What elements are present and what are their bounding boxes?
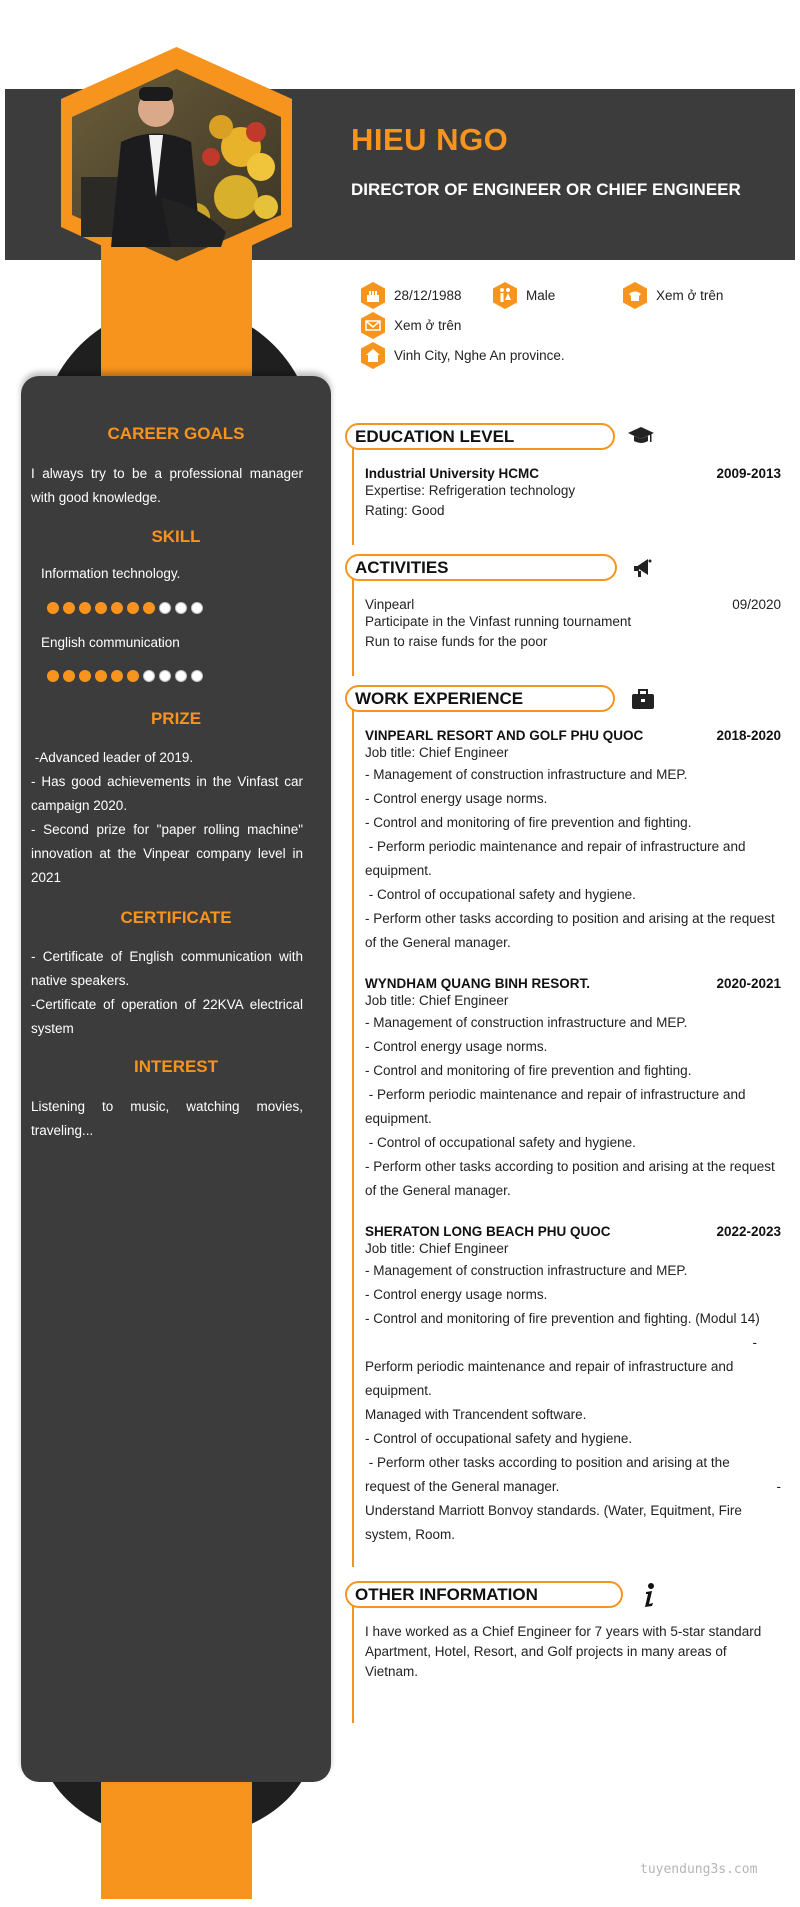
job-company: SHERATON LONG BEACH PHU QUOC	[365, 1224, 611, 1239]
job-line: - Control energy usage norms.	[365, 791, 548, 806]
job-company: WYNDHAM QUANG BINH RESORT.	[365, 976, 590, 991]
rating-dot-empty	[159, 602, 171, 614]
education-title: EDUCATION LEVEL	[345, 423, 615, 450]
email-value: Xem ở trên	[394, 318, 462, 333]
rating-dot-filled	[47, 602, 59, 614]
certificate-line: -Certificate of operation of 22KVA electrical system	[31, 997, 303, 1036]
prize-line: - Has good achievements in the Vinfast car campaign 2020.	[31, 774, 303, 813]
job-line: - Control of occupational safety and hygiene.	[365, 887, 636, 902]
rating-dot-filled	[111, 602, 123, 614]
job-line: - Management of construction infrastructure and MEP.	[365, 1015, 688, 1030]
phone-value: Xem ở trên	[656, 288, 724, 303]
job-header	[365, 728, 781, 743]
rating-dot-filled	[95, 602, 107, 614]
profile-photo	[61, 47, 292, 280]
activities-entry	[365, 597, 781, 652]
job-line: - Control energy usage norms.	[365, 1287, 548, 1302]
job-line: -	[776, 1479, 781, 1494]
job-line: -	[752, 1335, 757, 1350]
job-role: Job title: Chief Engineer	[365, 1241, 509, 1256]
email-row	[361, 312, 461, 339]
candidate-job-title: DIRECTOR OF ENGINEER OR CHIEF ENGINEER	[351, 180, 741, 199]
other-title: OTHER INFORMATION	[345, 1581, 623, 1608]
home-icon	[361, 342, 385, 369]
job-line: - Perform other tasks according to position and arising at the request of the General manager.	[365, 1455, 734, 1494]
candidate-name: HIEU NGO	[351, 122, 509, 157]
job-years: 2018-2020	[716, 728, 781, 743]
education-timeline	[352, 435, 354, 545]
activity-line: Participate in the Vinfast running tournament	[365, 614, 632, 629]
career-goals-title: CAREER GOALS	[107, 424, 245, 443]
job-line: - Control and monitoring of fire prevention and fighting.	[365, 815, 692, 830]
job-line: Understand Marriott Bonvoy standards. (Water, Equitment, Fire system, Room.	[365, 1503, 742, 1542]
other-text: I have worked as a Chief Engineer for 7 years with 5-star standard Apartment, Hotel, Resort, and Golf projects in many areas of Vietnam.	[365, 1624, 762, 1679]
job-header	[365, 976, 781, 991]
activity-date: 09/2020	[732, 597, 781, 612]
graduation-cap-icon	[628, 423, 654, 449]
other-entry	[365, 1622, 781, 1682]
job-entry	[365, 976, 781, 1203]
job-years: 2020-2021	[716, 976, 781, 991]
rating-dot-filled	[63, 602, 75, 614]
job-line: - Management of construction infrastructure and MEP.	[365, 1263, 688, 1278]
skill-rating-1	[47, 670, 203, 682]
phone-icon	[623, 282, 647, 309]
activity-org: Vinpearl	[365, 597, 415, 612]
job-line: - Control of occupational safety and hygiene.	[365, 1431, 633, 1446]
rating-dot-empty	[159, 670, 171, 682]
orange-strap-bottom	[101, 1772, 252, 1899]
job-header	[365, 1224, 781, 1239]
job-entry	[365, 1224, 781, 1547]
job-line: - Control energy usage norms.	[365, 1039, 548, 1054]
email-icon	[361, 312, 385, 339]
watermark: tuyendung3s.com	[640, 1862, 758, 1877]
skill-title: SKILL	[151, 527, 201, 546]
job-entry	[365, 728, 781, 955]
education-entry	[365, 466, 781, 521]
skill-name: English communication	[41, 635, 180, 650]
rating-dot-filled	[95, 670, 107, 682]
rating-dot-filled	[47, 670, 59, 682]
gender-value: Male	[526, 288, 556, 303]
activity-line: Run to raise funds for the poor	[365, 634, 548, 649]
phone-row	[623, 282, 723, 309]
rating-dot-empty	[143, 670, 155, 682]
activities-timeline	[352, 566, 354, 676]
education-header	[365, 466, 781, 481]
work-timeline	[352, 697, 354, 1567]
job-line: - Control and monitoring of fire prevention and fighting.	[365, 1063, 692, 1078]
school-years: 2009-2013	[716, 466, 781, 481]
prize-list	[31, 746, 303, 890]
education-rating: Rating: Good	[365, 503, 445, 518]
gender-row	[493, 282, 555, 309]
activities-header	[365, 597, 781, 612]
job-line: - Perform periodic maintenance and repair of infrastructure and equipment.	[365, 1087, 750, 1126]
job-line: - Perform other tasks according to position and arising at the request of the General manager.	[365, 911, 775, 950]
rating-dot-empty	[191, 670, 203, 682]
sidebar-panel	[21, 376, 331, 1782]
job-line: - Control of occupational safety and hygiene.	[365, 1135, 636, 1150]
rating-dot-filled	[111, 670, 123, 682]
rating-dot-filled	[79, 602, 91, 614]
interest-text: Listening to music, watching movies, traveling...	[31, 1099, 303, 1138]
career-goals-text: I always try to be a professional manager with good knowledge.	[31, 466, 303, 505]
other-timeline	[352, 1593, 354, 1723]
job-line: - Perform other tasks according to position and arising at the request of the General manager.	[365, 1159, 775, 1198]
job-line: Perform periodic maintenance and repair of infrastructure and equipment.	[365, 1359, 734, 1398]
prize-line: -Advanced leader of 2019.	[31, 750, 194, 765]
certificate-list	[31, 945, 303, 1041]
rating-dot-empty	[191, 602, 203, 614]
certificate-title: CERTIFICATE	[120, 908, 232, 927]
job-company: VINPEARL RESORT AND GOLF PHU QUOC	[365, 728, 644, 743]
birthday-value: 28/12/1988	[394, 288, 462, 303]
rating-dot-filled	[63, 670, 75, 682]
work-title: WORK EXPERIENCE	[345, 685, 615, 712]
interest-title: INTEREST	[133, 1057, 219, 1076]
rating-dot-filled	[143, 602, 155, 614]
job-line: - Control and monitoring of fire prevention and fighting. (Modul 14)	[365, 1311, 760, 1326]
cake-icon	[361, 282, 385, 309]
prize-line: - Second prize for "paper rolling machine" innovation at the Vinpear company level in 2021	[31, 822, 303, 885]
rating-dot-empty	[175, 602, 187, 614]
skill-name: Information technology.	[41, 566, 181, 581]
job-line: Managed with Trancendent software.	[365, 1407, 587, 1422]
job-years: 2022-2023	[716, 1224, 781, 1239]
briefcase-icon	[630, 686, 656, 712]
gender-icon	[493, 282, 517, 309]
activities-title: ACTIVITIES	[345, 554, 617, 581]
megaphone-icon	[630, 555, 656, 581]
rating-dot-empty	[175, 670, 187, 682]
certificate-line: - Certificate of English communication with native speakers.	[31, 949, 303, 988]
rating-dot-filled	[127, 602, 139, 614]
skill-rating-0	[47, 602, 203, 614]
info-icon	[636, 1582, 662, 1608]
school-name: Industrial University HCMC	[365, 466, 540, 481]
job-line: - Management of construction infrastructure and MEP.	[365, 767, 688, 782]
address-value: Vinh City, Nghe An province.	[394, 348, 565, 363]
rating-dot-filled	[127, 670, 139, 682]
birthday-row	[361, 282, 462, 309]
job-role: Job title: Chief Engineer	[365, 993, 509, 1008]
address-row	[361, 342, 565, 369]
prize-title: PRIZE	[150, 709, 202, 728]
job-role: Job title: Chief Engineer	[365, 745, 509, 760]
education-expertise: Expertise: Refrigeration technology	[365, 483, 576, 498]
job-line: - Perform periodic maintenance and repair of infrastructure and equipment.	[365, 839, 750, 878]
rating-dot-filled	[79, 670, 91, 682]
